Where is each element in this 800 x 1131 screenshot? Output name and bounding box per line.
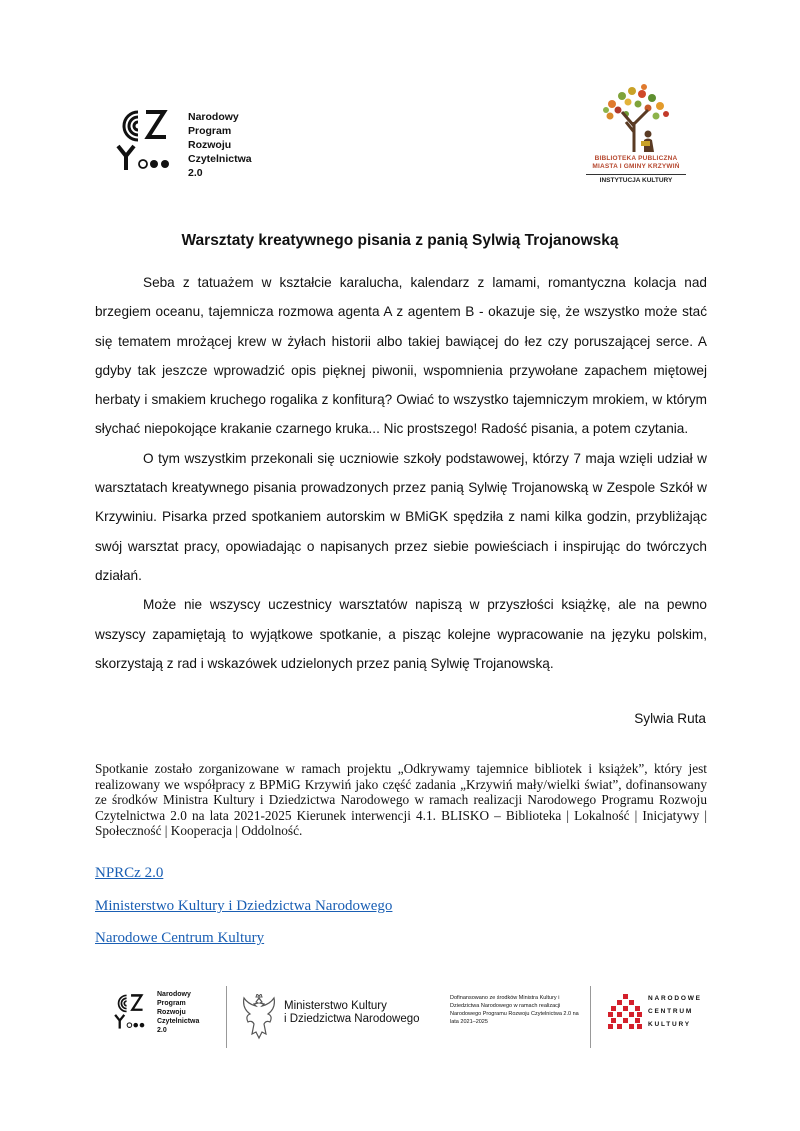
footer-nprcz-line: Narodowy [157,991,191,998]
nprcz-logo-line: Program [188,125,232,137]
footer-nck-line: NARODOWE [648,995,702,1002]
nprcz-logo-text [188,110,252,180]
article-paragraph: Może nie wszyscy uczestnicy warsztatów napiszą w przyszłości książkę, ale na pewno wszyscy zapamiętają to wyjątkowe spotkanie, a pisząc kolejne wypracowanie na języku polskim, skorzystają z rad i wskazówek udzielonych przez panią Sylwię Trojanowską. [95,597,707,671]
link-ministry[interactable]: Ministerstwo Kultury i Dziedzictwa Narodowego [95,898,393,914]
nprcz-emblem-icon [116,106,186,176]
library-name [582,155,690,170]
footer-divider [226,986,227,1048]
nprcz-small-emblem-icon [114,992,154,1032]
article-title: Warsztaty kreatywnego pisania z panią Sylwią Trojanowską [181,232,619,249]
nprcz-logo-line: Czytelnictwa [188,153,252,165]
article-paragraph: O tym wszystkim przekonali się uczniowie szkoły podstawowej, którzy 7 maja wzięli udział w warsztatach kreatywnego pisania prowadzonych przez panią Sylwię Trojanowską w Zespole Szkół w Krzywiniu. Pisarka przed spotkaniem autorskim w BMiGK spędziła z nami kilka godzin, przybliżając swój warsztat pracy, opowiadając o napisanych przez siebie powieściach i inspirując do twórczych działań. [95,450,707,583]
nprcz-logo-line: 2.0 [188,167,203,179]
nprcz-logo-line: Rozwoju [188,139,232,151]
footer-ministry-line: Ministerstwo Kultury [284,1000,387,1012]
white-eagle-icon [240,994,278,1040]
library-logo [582,82,690,192]
library-name-line: BIBLIOTEKA PUBLICZNA [594,155,678,162]
footer-logos [114,984,710,1054]
article-body [95,268,707,678]
footer-ministry-name [284,1000,420,1026]
footer-nprcz-text [157,990,199,1035]
nck-emblem-icon [608,994,642,1034]
nprcz-logo-line: Narodowy [188,111,239,123]
footer-funding-text: Dofinansowano ze środków Ministra Kultury i Dziedzictwa Narodowego w ramach realizacji Narodowego Programu Rozwoju Czytelnictwa 2.0 na lata 2021–2025 [450,995,579,1025]
footer-ministry-line: i Dziedzictwa Narodowego [284,1013,420,1025]
library-name-line: MIASTA I GMINY KRZYWIŃ [592,162,680,170]
footer-nprcz-line: Rozwoju [157,1009,186,1016]
footer-nck-line: CENTRUM [648,1008,694,1015]
article-paragraph: Seba z tatuażem w kształcie karalucha, kalendarz z lamami, romantyczna kolacja nad brzegiem oceanu, tajemnicza rozmowa agenta A z agentem B - okazuje się, że wszystko może stać się tematem mrożącej krew w żyłach historii albo takiej bawiącej do łez czy poruszającej serce. A gdyby tak jeszcze wprowadzić opis pięknej piwonii, wspomnienia przywołane zapachem miętowej herbaty i smakiem kruchego rogalika z konfiturą? Owiać to wszystko tajemniczym mrokiem, w którym słychać niepokojące krakanie czarnego kruka... Nic prostszego! Radość pisania, a potem czytania. [95,275,707,437]
footer-divider [590,986,591,1048]
footer-nprcz-line: Czytelnictwa [157,1018,200,1025]
funding-note: Spotkanie zostało zorganizowane w ramach projektu „Odkrywamy tajemnice bibliotek i książek”, który jest realizowany we współpracy z BPMiG Krzywiń jako część zadania „Krzywiń mały/wielki świat”, dofinansowany ze środków Ministra Kultury i Dziedzictwa Narodowego w ramach realizacji Narodowego Programu Rozwoju Czytelnictwa 2.0 na lata 2021-2025 Kierunek interwencji 4.1. BLISKO – Biblioteka | Lokalność | Inicjatywy | Społeczność | Kooperacja | Oddolność. [95,761,707,839]
link-nprcz[interactable]: NPRCz 2.0 [95,865,164,881]
link-nck[interactable]: Narodowe Centrum Kultury [95,930,265,946]
nprcz-logo [116,106,286,186]
footer-nprcz-line: Program [157,1000,186,1007]
footer-nck-line: KULTURY [648,1021,691,1028]
library-subtitle: INSTYTUCJA KULTURY [586,174,686,184]
footer-nprcz-line: 2.0 [157,1027,167,1034]
footer-nck-text [648,992,702,1031]
reading-tree-icon [582,82,690,154]
article-author: Sylwia Ruta [634,711,706,726]
